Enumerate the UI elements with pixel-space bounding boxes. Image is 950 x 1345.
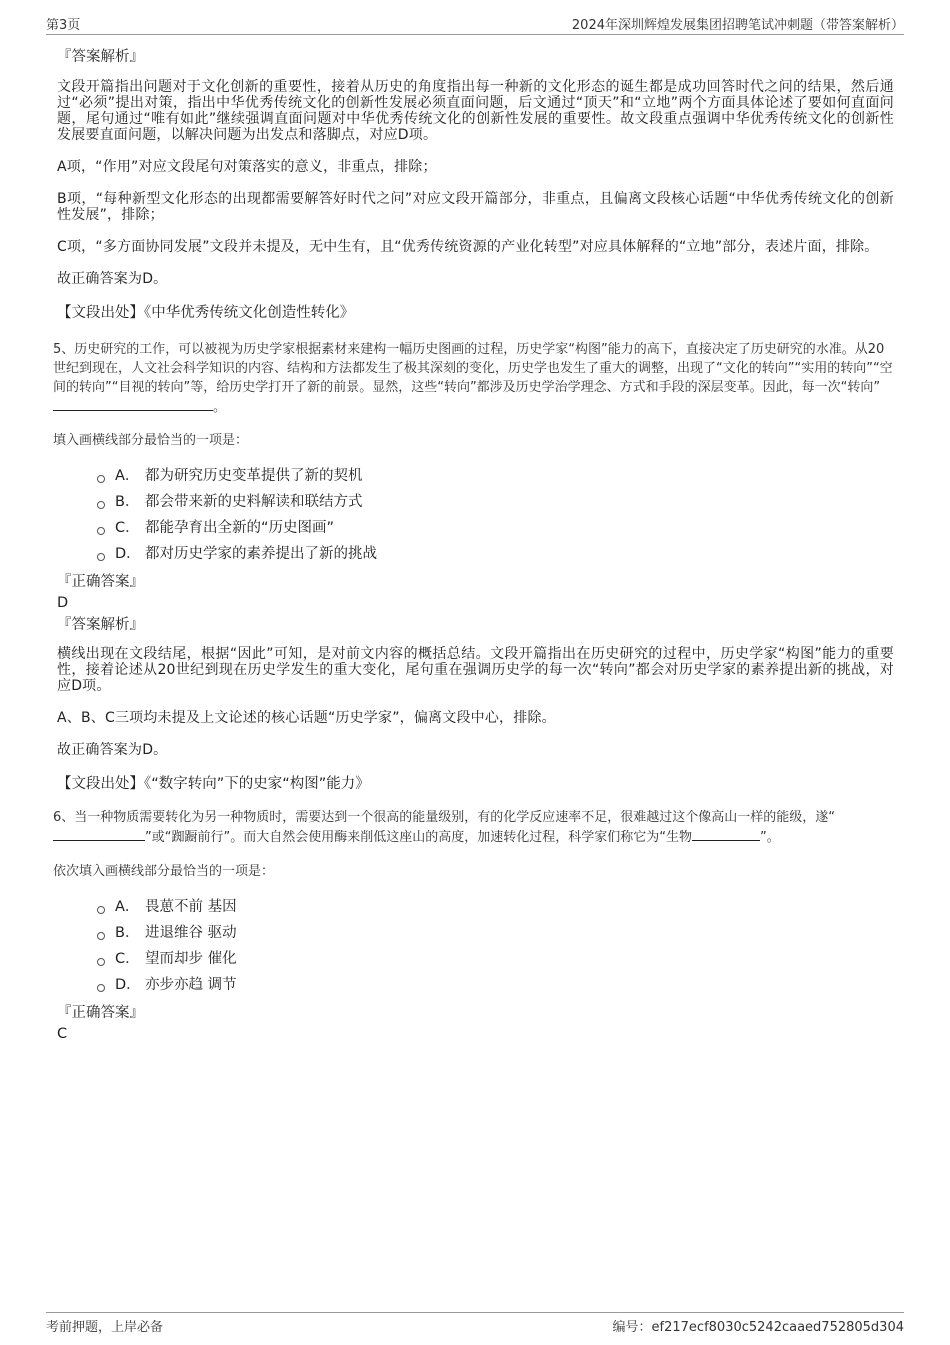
analysis-label: 『答案解析』 [57,617,144,633]
radio-icon[interactable] [97,932,105,940]
analysis-label: 『答案解析』 [57,49,144,65]
option-c[interactable]: C． 都能孕育出全新的“历史图画” [97,515,894,541]
page-header [46,14,904,35]
option-c[interactable]: C． 望而却步 催化 [97,946,894,972]
option-list [57,894,894,998]
question-stem-text: 6、当一种物质需要转化为另一种物质时，需要达到一个很高的能量级别，有的化学反应速率不足，很难越过这个像高山一样的能级，遂“ [53,810,836,825]
answer-label: 『正确答案』 [57,574,144,590]
radio-icon[interactable] [97,906,105,914]
page-footer [46,1312,904,1335]
page-content [53,46,894,1044]
fill-blank [692,827,760,841]
analysis-paragraph: C项，“多方面协同发展”文段并未提及，无中生有，且“优秀传统资源的产业化转型”对应具体解释的“立地”部分，表述片面，排除。 [57,239,879,255]
analysis-paragraph: 横线出现在文段结尾，根据“因此”可知，是对前文内容的概括总结。文段开篇指出在历史研究的过程中，历史学家“构图”能力的重要性，接着论述从20世纪到现在历史学发生的重大变化，尾句重在强调历史学的每一次“转向”都会对历史学家的素养提出新的挑战，对应D项。 [57,646,894,694]
option-a[interactable]: A． 都为研究历史变革提供了新的契机 [97,463,894,489]
analysis-conclusion: 故正确答案为D。 [57,271,168,287]
option-b[interactable]: B． 都会带来新的史料解读和联结方式 [97,489,894,515]
question-stem-text: ”或“踟蹰前行”。而大自然会使用酶来削低这座山的高度，加速转化过程，科学家们称它为“生物 [145,830,692,845]
option-b[interactable]: B． 进退维谷 驱动 [97,920,894,946]
correct-answer: D [57,595,69,611]
code-label: 编号： [612,1320,652,1335]
answer-label: 『正确答案』 [57,1005,144,1021]
question-stem-end: 。 [213,400,227,415]
analysis-paragraph: B项，“每种新型文化形态的出现都需要解答好时代之问”对应文段开篇部分，非重点，且偏离文段核心话题“中华优秀传统文化的创新性发展”，排除； [57,191,894,223]
text-source: 【文段出处】《“数字转向”下的史家“构图”能力》 [57,776,370,792]
analysis-conclusion: 故正确答案为D。 [57,742,168,758]
analysis-paragraph: A、B、C三项均未提及上文论述的核心话题“历史学家”，偏离文段中心，排除。 [57,710,556,726]
radio-icon[interactable] [97,501,105,509]
code-value: ef217ecf8030c5242caaed752805d304 [651,1320,904,1335]
fill-blank [53,397,213,411]
question-prompt: 依次填入画横线部分最恰当的一项是： [53,864,275,879]
analysis-paragraph: 文段开篇指出问题对于文化创新的重要性，接着从历史的角度指出每一种新的文化形态的诞生都是成功回答时代之问的结果，然后通过“必须”提出对策，指出中华优秀传统文化的创新性发展必须直面问题，后文通过“顶天”和“立地”两个方面具体论述了要如何直面问题，尾句通过“唯有如此”继续强调直面问题对中华优秀传统文化的创新性发展的重要性。故文段重点强调中华优秀传统文化的创新性发展要直面问题，以解决问题为出发点和落脚点，对应D项。 [57,79,894,143]
option-d[interactable]: D． 亦步亦趋 调节 [97,972,894,998]
question-stem [53,340,894,417]
option-a[interactable]: A． 畏葸不前 基因 [97,894,894,920]
radio-icon[interactable] [97,475,105,483]
fill-blank [53,827,145,841]
question-prompt: 填入画横线部分最恰当的一项是： [53,433,249,448]
radio-icon[interactable] [97,527,105,535]
radio-icon[interactable] [97,553,105,561]
question-stem [53,808,894,847]
page-number: 第3页 [46,18,81,33]
text-source: 【文段出处】《中华优秀传统文化创造性转化》 [57,305,355,321]
document-title: 2024年深圳辉煌发展集团招聘笔试冲刺题（带答案解析） [571,18,904,33]
option-d[interactable]: D． 都对历史学家的素养提出了新的挑战 [97,541,894,567]
footer-slogan: 考前押题，上岸必备 [46,1320,164,1335]
radio-icon[interactable] [97,958,105,966]
document-code [613,1316,904,1335]
option-list [57,463,894,567]
correct-answer: C [57,1026,68,1042]
radio-icon[interactable] [97,984,105,992]
question-stem-text: 5、历史研究的工作，可以被视为历史学家根据素材来建构一幅历史图画的过程，历史学家“构图”能力的高下，直接决定了历史研究的水准。从20世纪到现在，人文社会科学知识的内容、结构和方法都发生了极其深刻的变化，历史学也发生了重大的调整，出现了“文化的转向”“实用的转向”“空间的转向”“目视的转向”等，给历史学打开了新的前景。显然，这些“转向”都涉及历史学治学理念、方式和手段的深层变革。因此，每一次“转向” [53,342,893,395]
question-stem-end: ”。 [759,830,780,845]
analysis-paragraph: A项，“作用”对应文段尾句对策落实的意义，非重点，排除； [57,159,437,175]
